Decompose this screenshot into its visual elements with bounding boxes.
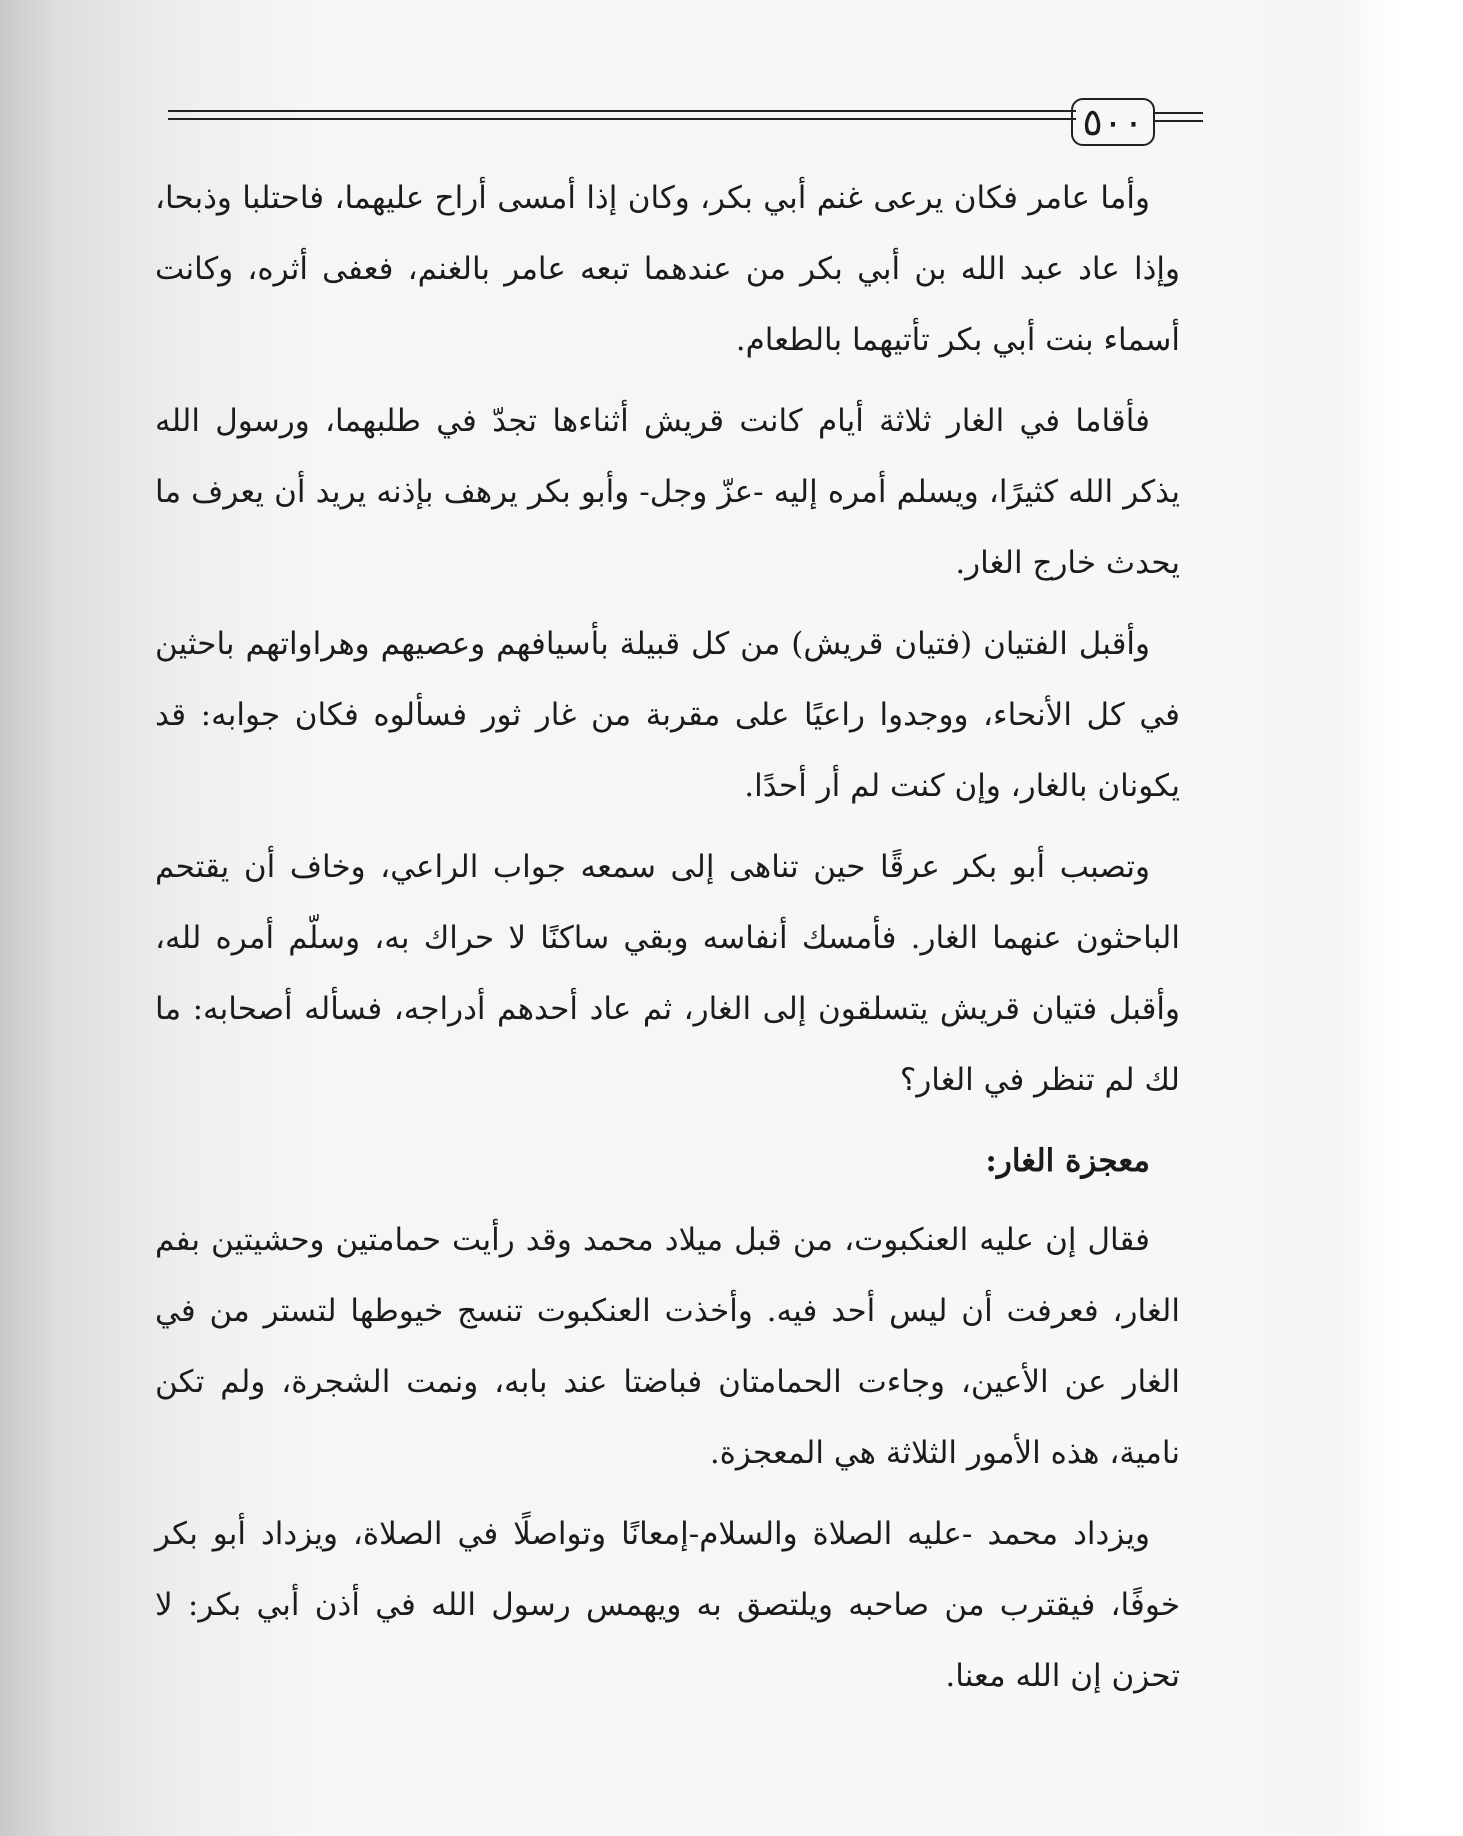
paragraph-3: وأقبل الفتيان (فتيان قريش) من كل قبيلة بأسيافهم وعصيهم وهراواتهم باحثين في كل الأنحاء، ووجدوا راعيًا على مقربة من غار ثور فسألوه فكان جوابه: قد يكونان بالغار، وإن كنت لم أر أحدًا. bbox=[155, 626, 1180, 804]
page-header bbox=[168, 98, 1203, 158]
header-rule-right-bottom bbox=[1153, 120, 1203, 122]
header-rule-bottom bbox=[168, 118, 1076, 120]
page-body bbox=[155, 163, 1180, 1722]
page-edge-margin bbox=[1395, 0, 1463, 1836]
header-rule-top bbox=[168, 110, 1076, 112]
paragraph-2: فأقاما في الغار ثلاثة أيام كانت قريش أثناءها تجدّ في طلبهما، ورسول الله يذكر الله كثيرًا، ويسلم أمره إليه -عزّ وجل- وأبو بكر يرهف بإذنه يريد أن يعرف ما يحدث خارج الغار. bbox=[155, 403, 1180, 581]
paragraph-1: وأما عامر فكان يرعى غنم أبي بكر، وكان إذا أمسى أراح عليهما، فاحتلبا وذبحا، وإذا عاد عبد الله بن أبي بكر من عندهما تبعه عامر بالغنم، فعفى أثره، وكانت أسماء بنت أبي بكر تأتيهما بالطعام. bbox=[155, 180, 1180, 358]
section-heading: معجزة الغار: bbox=[985, 1143, 1150, 1179]
header-rule-right-top bbox=[1153, 112, 1203, 114]
page-number: ٥٠٠ bbox=[1071, 98, 1155, 146]
paragraph-4: وتصبب أبو بكر عرقًا حين تناهى إلى سمعه جواب الراعي، وخاف أن يقتحم الباحثون عنهما الغار. فأمسك أنفاسه وبقي ساكنًا لا حراك به، وسلّم أمره لله، وأقبل فتيان قريش يتسلقون إلى الغار، ثم عاد أحدهم أدراجه، فسأله أصحابه: ما لك لم تنظر في الغار؟ bbox=[155, 849, 1180, 1098]
section-paragraph-2: ويزداد محمد -عليه الصلاة والسلام-إمعانًا وتواصلًا في الصلاة، ويزداد أبو بكر خوفًا، فيقترب من صاحبه ويلتصق به ويهمس رسول الله في أذن أبي بكر: لا تحزن إن الله معنا. bbox=[155, 1516, 1180, 1694]
section-paragraph-1: فقال إن عليه العنكبوت، من قبل ميلاد محمد وقد رأيت حمامتين وحشيتين بفم الغار، فعرفت أن ليس أحد فيه. وأخذت العنكبوت تنسج خيوطها لتستر من في الغار عن الأعين، وجاءت الحمامتان فباضتا عند بابه، ونمت الشجرة، ولم تكن نامية، هذه الأمور الثلاثة هي المعجزة. bbox=[155, 1222, 1180, 1471]
